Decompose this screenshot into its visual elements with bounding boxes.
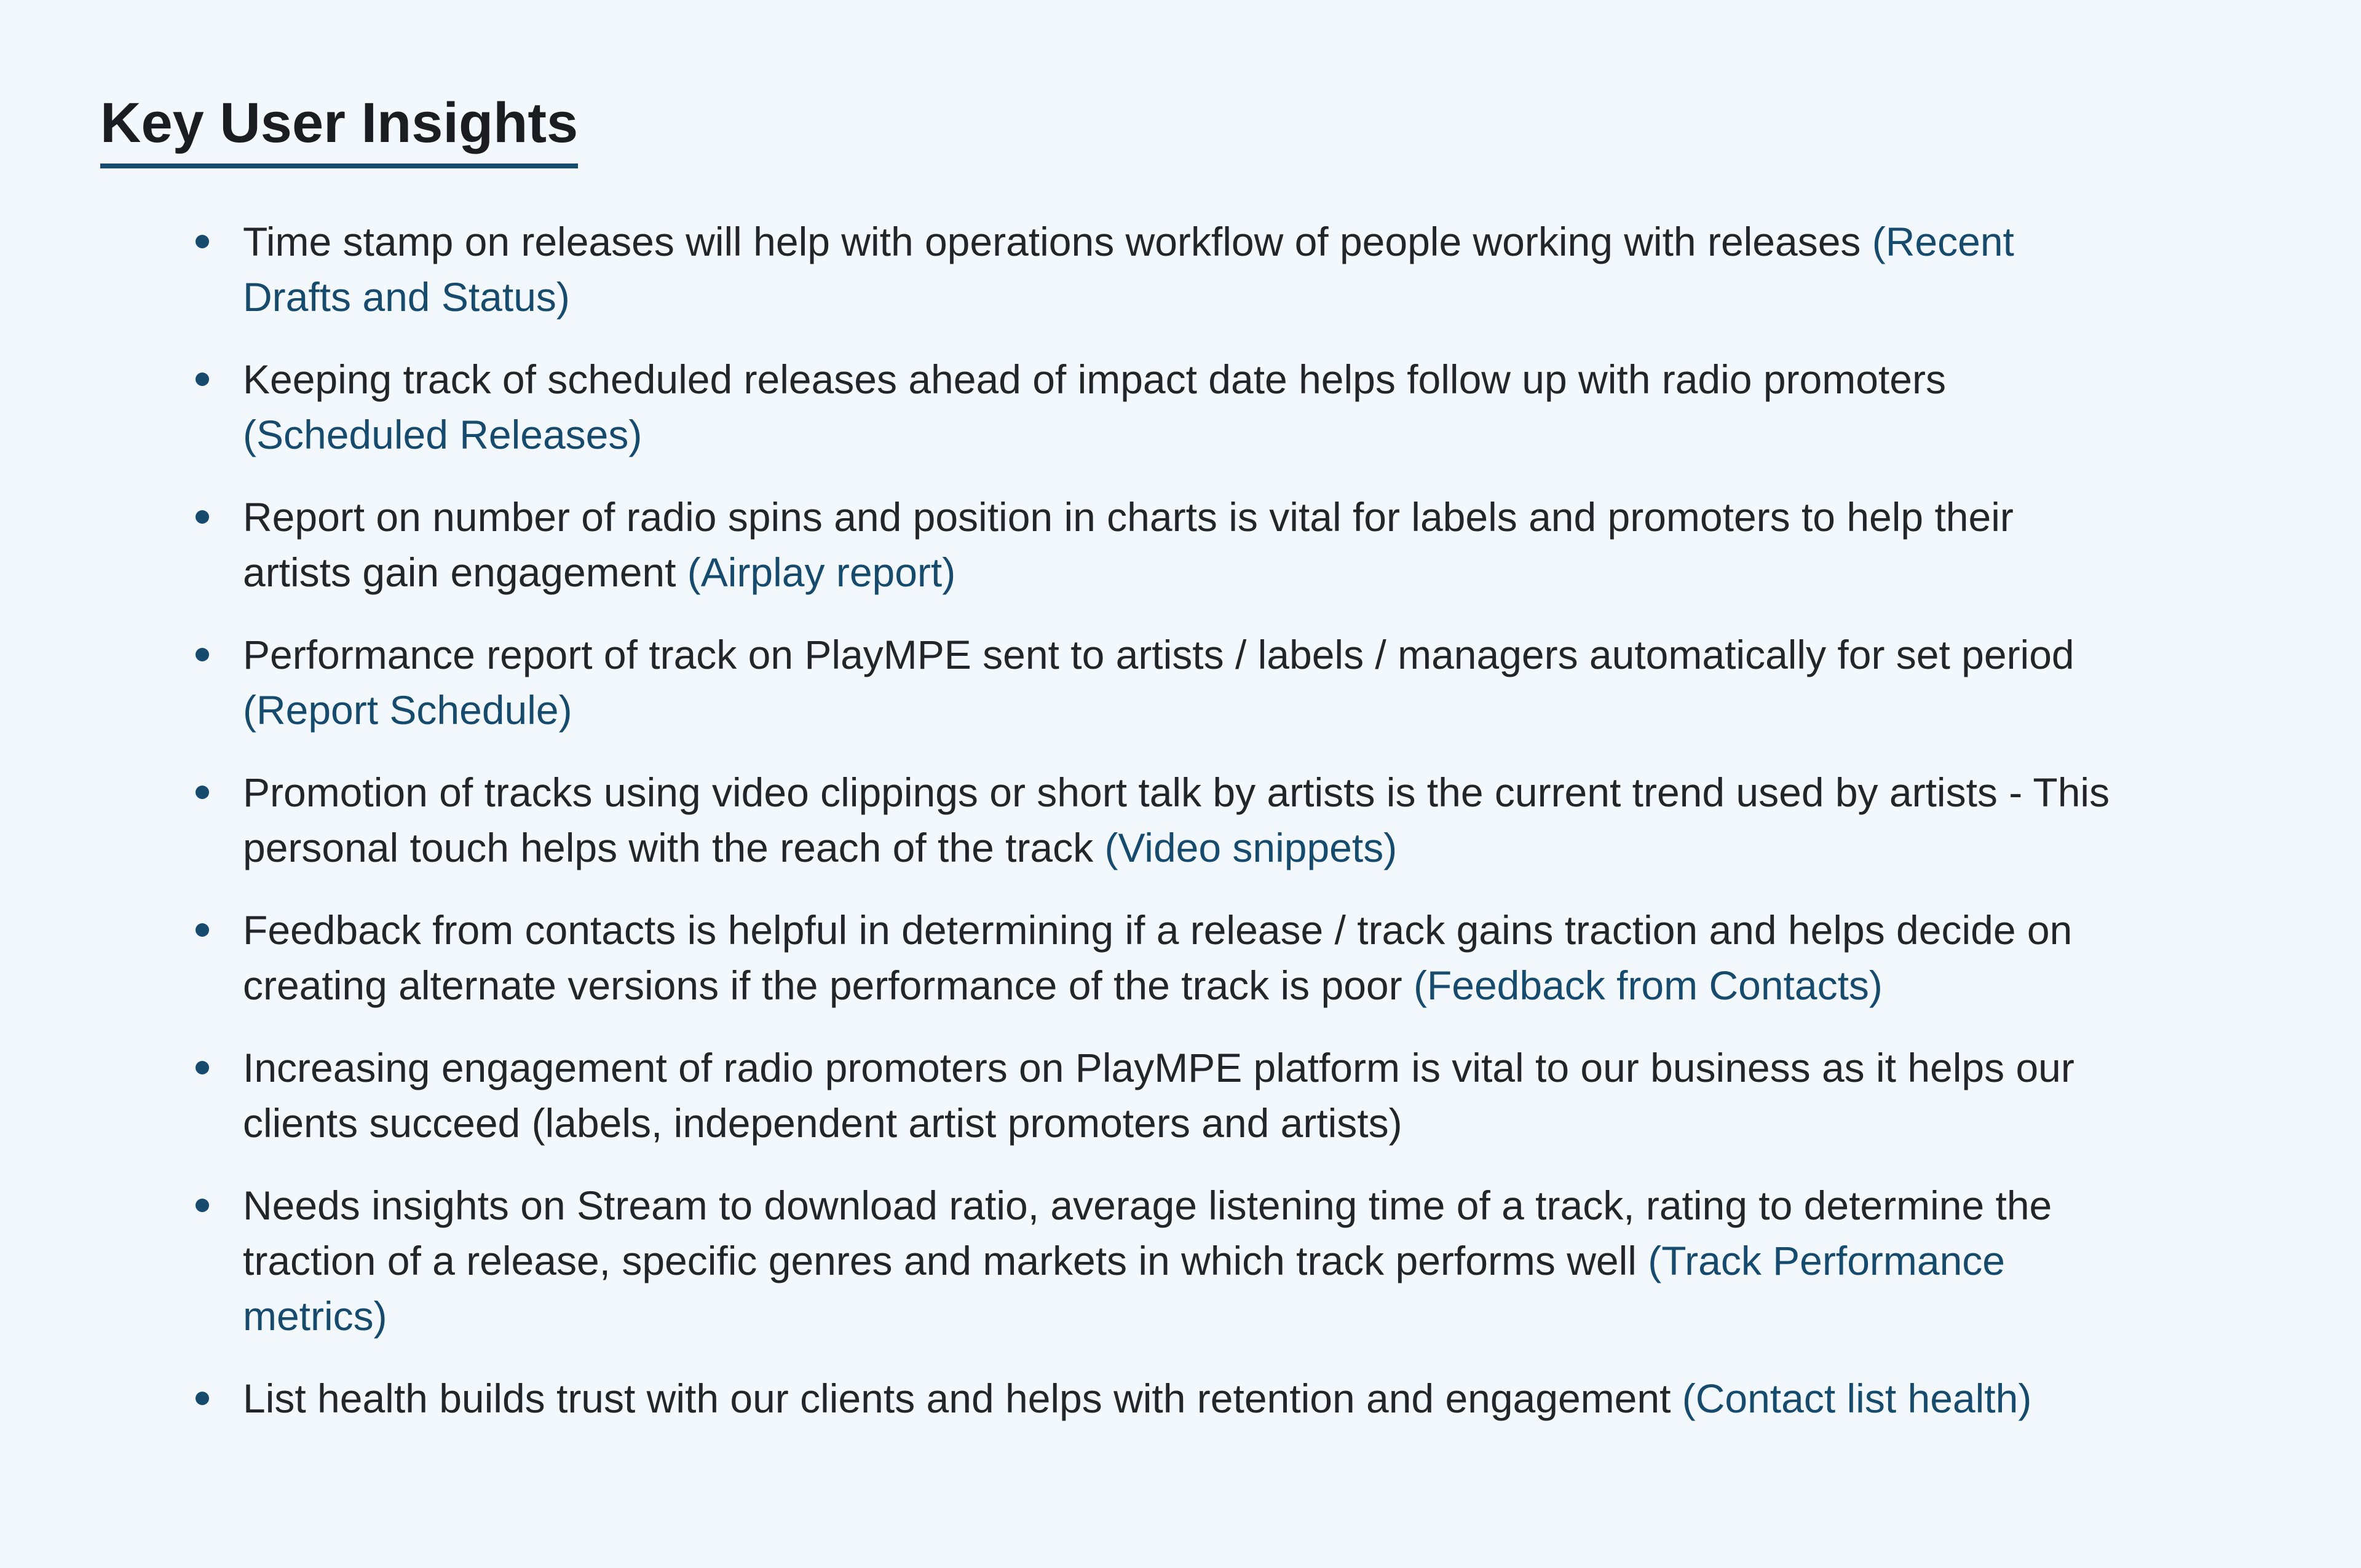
insight-link: (Airplay report) (687, 550, 956, 595)
insight-item (181, 214, 2118, 325)
insight-item (181, 1371, 2118, 1426)
insight-text: Keeping track of scheduled releases ahead of impact date helps follow up with radio promoters (243, 357, 1946, 402)
insight-text: Report on number of radio spins and position in charts is vital for labels and promoters to help their artists gain engagement (243, 494, 2014, 595)
insight-link: (Contact list health) (1682, 1376, 2032, 1421)
bullet-icon (196, 1061, 209, 1074)
insight-link: (Scheduled Releases) (243, 412, 643, 457)
insight-item (181, 489, 2118, 600)
insight-item (181, 765, 2118, 875)
bullet-icon (196, 1199, 209, 1212)
insight-text: Feedback from contacts is helpful in determining if a release / track gains traction and helps decide on creating alternate versions if the performance of the track is poor (243, 907, 2073, 1008)
insight-item (181, 1040, 2118, 1151)
bullet-icon (196, 1392, 209, 1405)
insights-list (181, 214, 2118, 1453)
insight-item (181, 627, 2118, 738)
insight-link: (Video snippets) (1104, 825, 1398, 870)
insight-item (181, 352, 2118, 462)
bullet-icon (196, 510, 209, 524)
insight-link: (Report Schedule) (243, 687, 572, 733)
insight-text: Needs insights on Stream to download ratio, average listening time of a track, rating to determine the traction of a release, specific genres and markets in which track performs well (243, 1183, 2052, 1283)
insight-text: Time stamp on releases will help with operations workflow of people working with releases (243, 219, 1872, 264)
bullet-icon (196, 372, 209, 386)
insight-item (181, 902, 2118, 1013)
insight-link: (Feedback from Contacts) (1413, 963, 1883, 1008)
insight-link: (Recent Drafts and Status) (243, 219, 2014, 320)
insight-link: (Track Performance metrics) (243, 1238, 2005, 1339)
bullet-icon (196, 648, 209, 661)
insight-text: Promotion of tracks using video clippings or short talk by artists is the current trend used by artists - This personal touch helps with the reach of the track (243, 770, 2110, 870)
bullet-icon (196, 786, 209, 799)
insight-text: List health builds trust with our clients and helps with retention and engagement (243, 1376, 1682, 1421)
page-title: Key User Insights (100, 86, 578, 168)
bullet-icon (196, 923, 209, 937)
insight-text: Increasing engagement of radio promoters on PlayMPE platform is vital to our business as it helps our clients succeed (labels, independent artist promoters and artists) (243, 1045, 2074, 1146)
bullet-icon (196, 235, 209, 248)
insight-item (181, 1178, 2118, 1344)
insight-text: Performance report of track on PlayMPE sent to artists / labels / managers automatically for set period (243, 632, 2074, 677)
